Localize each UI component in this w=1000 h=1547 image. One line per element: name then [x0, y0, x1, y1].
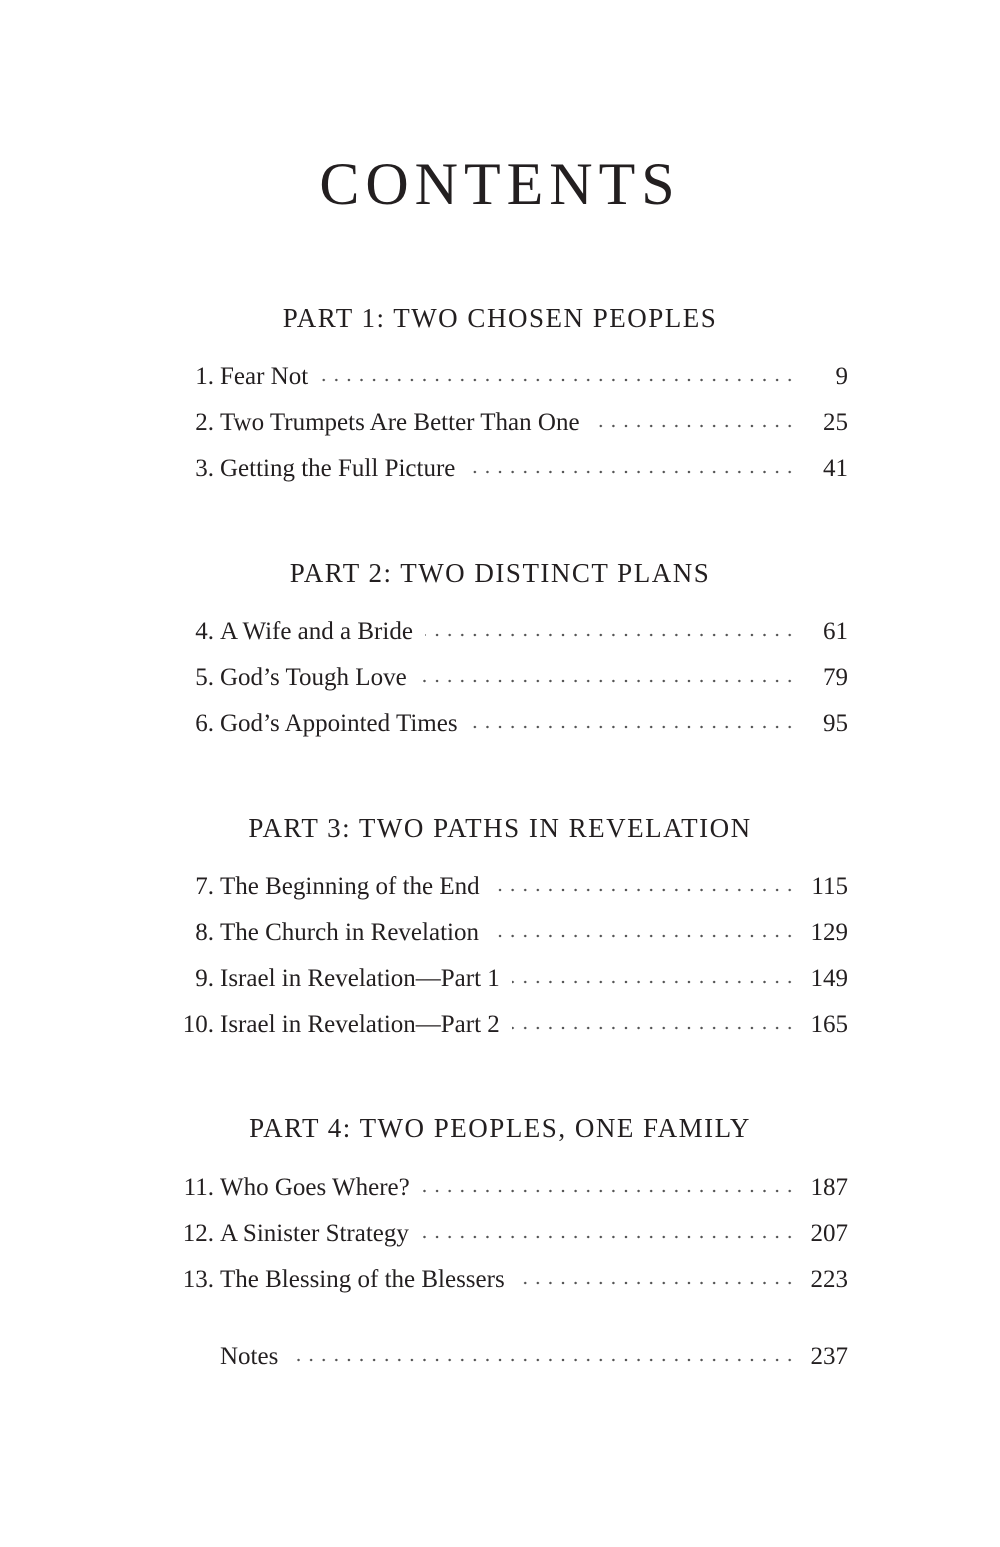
toc-entry[interactable] — [170, 614, 848, 650]
page-number: 79 — [823, 664, 848, 691]
page-number: 41 — [823, 455, 848, 482]
dot-leader — [467, 470, 796, 474]
chapter-title: The Blessing of the Blessers — [220, 1266, 505, 1293]
toc-entry[interactable] — [170, 706, 848, 742]
page-number: 149 — [810, 965, 848, 992]
dot-leader — [421, 1235, 796, 1239]
dot-leader — [512, 980, 796, 984]
dot-leader — [290, 1358, 796, 1362]
chapter-number: 9. — [195, 965, 214, 992]
dot-leader — [470, 725, 796, 729]
page-number: 129 — [810, 919, 848, 946]
chapter-title: God’s Tough Love — [220, 664, 407, 691]
page-number: 223 — [810, 1266, 848, 1293]
toc-entry[interactable] — [170, 961, 848, 997]
page-number: 9 — [835, 363, 848, 390]
chapter-title: Getting the Full Picture — [220, 455, 456, 482]
chapter-title: Israel in Revelation—Part 1 — [220, 965, 500, 992]
chapter-number: 4. — [195, 618, 214, 645]
chapter-number: 10. — [182, 1011, 214, 1038]
dot-leader — [419, 679, 796, 683]
chapter-title: A Sinister Strategy — [220, 1220, 409, 1247]
dot-leader — [320, 378, 796, 382]
toc-entry[interactable] — [170, 405, 848, 441]
toc-entry[interactable] — [170, 1007, 848, 1043]
toc-entry[interactable] — [170, 451, 848, 487]
toc-entry[interactable] — [170, 1170, 848, 1206]
toc-entry[interactable] — [170, 1262, 848, 1298]
toc-entry[interactable] — [170, 1216, 848, 1252]
chapter-number: 2. — [195, 409, 214, 436]
toc-entry[interactable] — [170, 359, 848, 395]
toc-entry[interactable] — [170, 915, 848, 951]
dot-leader — [422, 1189, 796, 1193]
chapter-number: 7. — [195, 873, 214, 900]
dot-leader — [592, 424, 796, 428]
chapter-number: 12. — [182, 1220, 214, 1247]
notes-title: Notes — [220, 1343, 279, 1370]
dot-leader — [492, 888, 796, 892]
page-number: 25 — [823, 409, 848, 436]
page-number: 187 — [810, 1174, 848, 1201]
toc-entry[interactable] — [170, 660, 848, 696]
page-title: CONTENTS — [319, 151, 681, 217]
chapter-title: Fear Not — [220, 363, 309, 390]
page-number: 61 — [823, 618, 848, 645]
part-heading: PART 3: TWO PATHS IN REVELATION — [248, 813, 752, 843]
dot-leader — [512, 1026, 796, 1030]
chapter-number: 6. — [195, 710, 214, 737]
chapter-number: 11. — [183, 1174, 214, 1201]
page-number: 237 — [810, 1343, 848, 1370]
chapter-title: The Church in Revelation — [220, 919, 479, 946]
part-heading: PART 2: TWO DISTINCT PLANS — [289, 558, 711, 588]
chapter-number: 8. — [195, 919, 214, 946]
toc-entry-notes[interactable] — [170, 1339, 848, 1375]
chapter-number: 13. — [182, 1266, 214, 1293]
chapter-number: 3. — [195, 455, 214, 482]
page-number: 207 — [810, 1220, 848, 1247]
toc-entry[interactable] — [170, 869, 848, 905]
chapter-title: A Wife and a Bride — [220, 618, 413, 645]
page-number: 95 — [823, 710, 848, 737]
dot-leader — [425, 633, 796, 637]
chapter-title: The Beginning of the End — [220, 873, 480, 900]
page-number: 165 — [810, 1011, 848, 1038]
dot-leader — [491, 934, 796, 938]
chapter-title: Two Trumpets Are Better Than One — [220, 409, 580, 436]
chapter-title: God’s Appointed Times — [220, 710, 458, 737]
chapter-title: Israel in Revelation—Part 2 — [220, 1011, 500, 1038]
dot-leader — [517, 1281, 796, 1285]
page-number: 115 — [811, 873, 848, 900]
part-heading: PART 1: TWO CHOSEN PEOPLES — [282, 303, 718, 333]
part-heading: PART 4: TWO PEOPLES, ONE FAMILY — [249, 1113, 751, 1143]
chapter-title: Who Goes Where? — [220, 1174, 410, 1201]
chapter-number: 1. — [195, 363, 214, 390]
chapter-number: 5. — [195, 664, 214, 691]
